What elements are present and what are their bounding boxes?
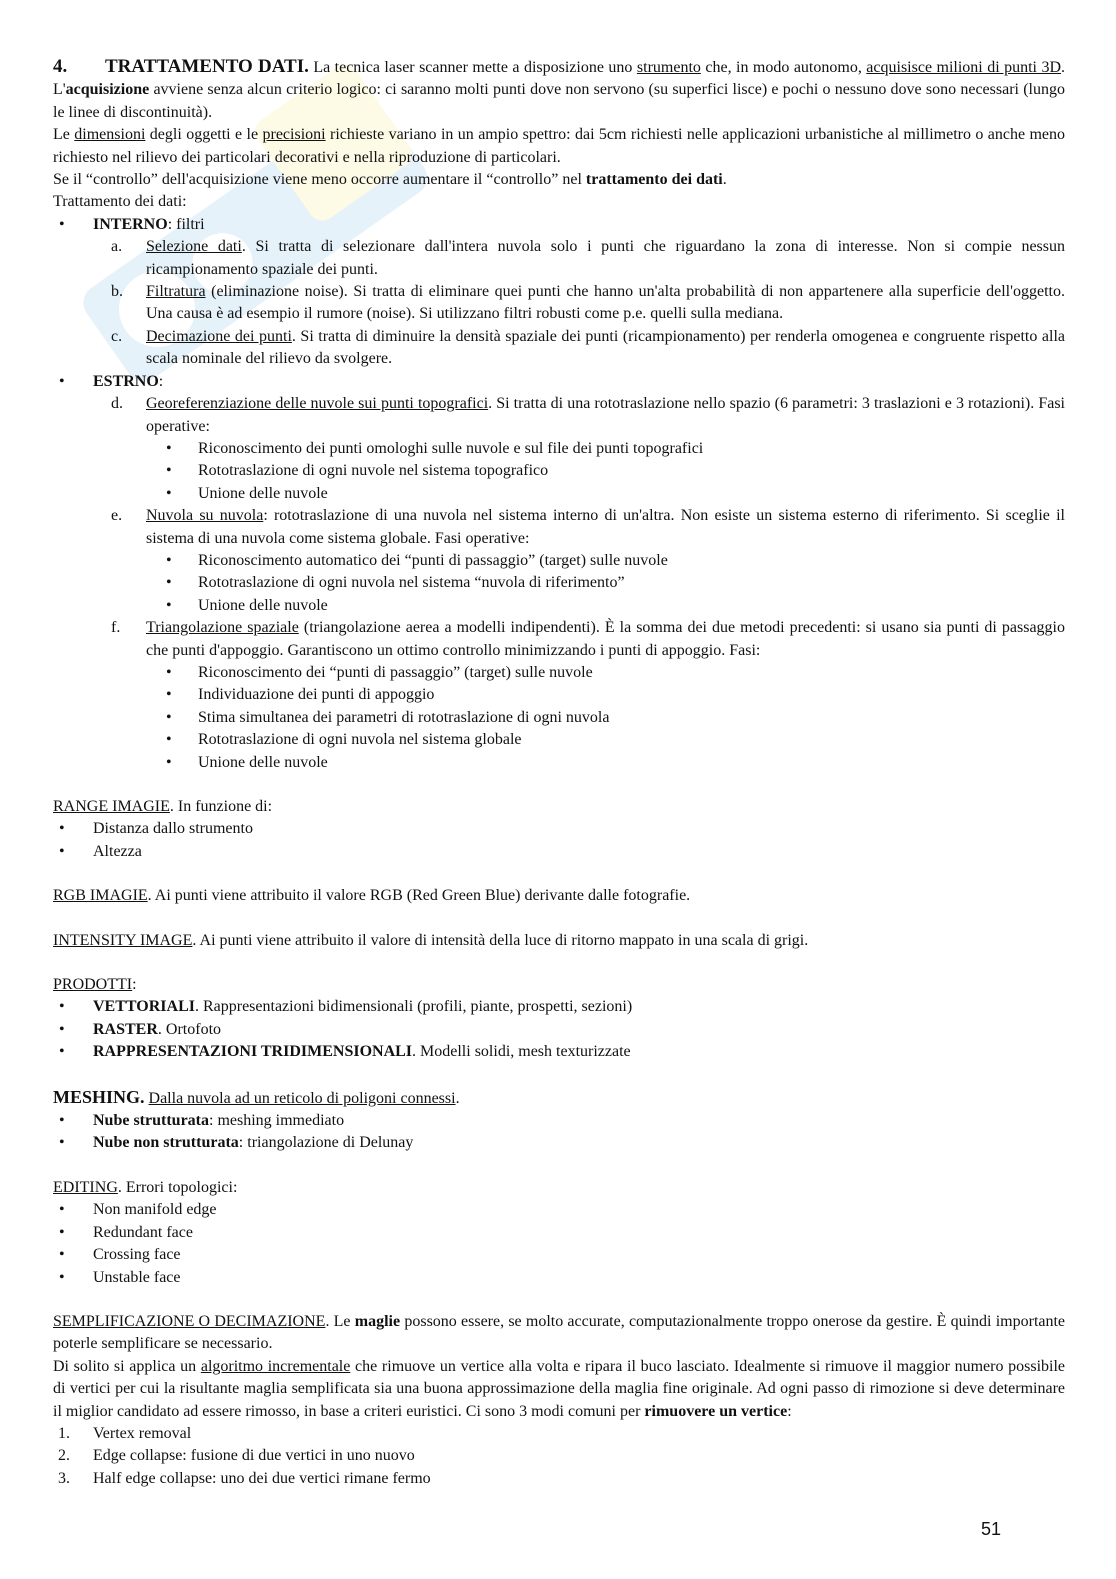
estrno-bullet: • ESTRNO: [53, 371, 1065, 393]
list-item: • Distanza dallo strumento [53, 818, 1065, 840]
dimensioni-paragraph: Le dimensioni degli oggetti e le precisioni richieste variano in un ampio spettro: dai 5cm richiesti nelle applicazioni urbanistiche al millimetro o anche meno richiesto nel rilievo dei particolari decorativi e nella riproduzione di particolari. [53, 126, 1066, 166]
list-item: d. Georeferenziazione delle nuvole sui punti topografici. Si tratta di una rototraslazione nello spazio (6 parametri: 3 traslazioni e 3 rotazioni). Fasi operative: [111, 395, 1066, 435]
algoritmo-paragraph: Di solito si applica un algoritmo incrementale che rimuove un vertice alla volta e ripara il buco lasciato. Idealmente si rimuove il maggior numero possibile di vertici per cui la risultante maglia semplificata sia una buona approssimazione della maglia fine originale. Ad ogni passo di rimozione si deve determinare il miglior candidato ad essere rimosso, in base a criteri euristici. Ci sono 3 modi comuni per rimuovere un vertice: [53, 1357, 1066, 1420]
range-heading: RANGE IMAGIE. In funzione di: [53, 798, 273, 815]
list-item: f. Triangolazione spaziale (triangolazione aerea a modelli indipendenti). È la somma dei due metodi precedenti: si usano sia punti di passaggio che punti d'appoggio. Garantiscono un ottimo controllo minimizzando i punti di appoggio. Fasi: [111, 619, 1066, 659]
step-item: • Riconoscimento dei punti omologhi sulle nuvole e sul file dei punti topografici [53, 438, 1065, 460]
trattamento-label: Trattamento dei dati: [53, 193, 187, 211]
step-item: • Rototraslazione di ogni nuvole nel sistema topografico [53, 460, 1065, 482]
list-item: 1. Vertex removal [58, 1424, 192, 1442]
list-item: a. Selezione dati. Si tratta di selezionare dall'intera nuvola solo i punti che riguardano la zona di interesse. Non si compie nessun ricampionamento spaziale dei punti. [111, 238, 1066, 278]
step-item: • Unione delle nuvole [53, 483, 1065, 505]
list-item: b. Filtratura (eliminazione noise). Si tratta di eliminare quei punti che hanno un'alta probabilità di non appartenere alla superficie dell'oggetto. Una causa è ad esempio il rumore (noise). Si utilizzano filtri robusti come p.e. quelli sulla mediana. [111, 283, 1066, 323]
step-item: • Stima simultanea dei parametri di rototraslazione di ogni nuvola [53, 707, 1065, 729]
editing-heading: EDITING. Errori topologici: [53, 1178, 238, 1196]
document-page [53, 56, 1065, 1490]
rgb-paragraph: RGB IMAGIE. Ai punti viene attribuito il valore RGB (Red Green Blue) derivante dalle fotografie. [53, 887, 691, 905]
intensity-paragraph: INTENSITY IMAGE. Ai punti viene attribuito il valore di intensità della luce di ritorno mappato in una scala di grigi. [53, 931, 809, 949]
list-item: 2. Edge collapse: fusione di due vertici in uno nuovo [58, 1447, 415, 1465]
list-item: • Nube strutturata: meshing immediato [53, 1110, 1065, 1132]
list-item: • Nube non strutturata: triangolazione di Delunay [53, 1132, 1065, 1154]
step-item: • Riconoscimento dei “punti di passaggio” (target) sulle nuvole [53, 662, 1065, 684]
meshing-heading: MESHING. Dalla nuvola ad un reticolo di poligoni connessi. [53, 1086, 460, 1107]
controllo-paragraph: Se il “controllo” dell'acquisizione viene meno occorre aumentare il “controllo” nel trattamento dei dati. [53, 171, 727, 189]
list-item: • Redundant face [53, 1222, 1065, 1244]
step-item: • Riconoscimento automatico dei “punti di passaggio” (target) sulle nuvole [53, 550, 1065, 572]
step-item: • Unione delle nuvole [53, 752, 1065, 774]
list-item: • Crossing face [53, 1244, 1065, 1266]
intro-paragraph: 4. TRATTAMENTO DATI. La tecnica laser scanner mette a disposizione uno strumento che, in modo autonomo, acquisisce milioni di punti 3D. L'acquisizione avviene senza alcun criterio logico: ci saranno molti punti dove non servono (su superfici lisce) e pochi o nessuno dove sono necessari (lungo le linee di discontinuità). [53, 56, 1066, 121]
list-item: • RASTER. Ortofoto [53, 1019, 1065, 1041]
list-item: 3. Half edge collapse: uno dei due vertici rimane fermo [58, 1469, 431, 1487]
list-item: • Altezza [53, 841, 1065, 863]
list-item: • Unstable face [53, 1267, 1065, 1289]
list-item: • VETTORIALI. Rappresentazioni bidimensionali (profili, piante, prospetti, sezioni) [53, 996, 1065, 1018]
list-item: • Non manifold edge [53, 1199, 1065, 1221]
interno-bullet: • INTERNO: filtri [53, 214, 1065, 236]
page-number: 51 [981, 1519, 1002, 1539]
prodotti-heading: PRODOTTI: [53, 976, 137, 994]
semplificazione-paragraph: SEMPLIFICAZIONE O DECIMAZIONE. Le maglie possono essere, se molto accurate, computazionalmente troppo onerose da gestire. È quindi importante poterle semplificare se necessario. [53, 1312, 1066, 1353]
step-item: • Individuazione dei punti di appoggio [53, 684, 1065, 706]
list-item: c. Decimazione dei punti. Si tratta di diminuire la densità spaziale dei punti (ricampionamento) per renderla omogenea e congruente rispetto alla scala nominale del rilievo da svolgere. [111, 327, 1065, 368]
list-item: • RAPPRESENTAZIONI TRIDIMENSIONALI. Modelli solidi, mesh texturizzate [53, 1041, 1065, 1063]
step-item: • Rototraslazione di ogni nuvola nel sistema “nuvola di riferimento” [53, 572, 1065, 594]
step-item: • Rototraslazione di ogni nuvola nel sistema globale [53, 729, 1065, 751]
list-item: e. Nuvola su nuvola: rototraslazione di una nuvola nel sistema interno di un'altra. Non esiste un sistema esterno di riferimento. Si sceglie il sistema di una nuvola come sistema globale. Fasi operative: [111, 507, 1065, 547]
section-heading: 4. TRATTAMENTO DATI. [53, 56, 309, 77]
step-item: • Unione delle nuvole [53, 595, 1065, 617]
